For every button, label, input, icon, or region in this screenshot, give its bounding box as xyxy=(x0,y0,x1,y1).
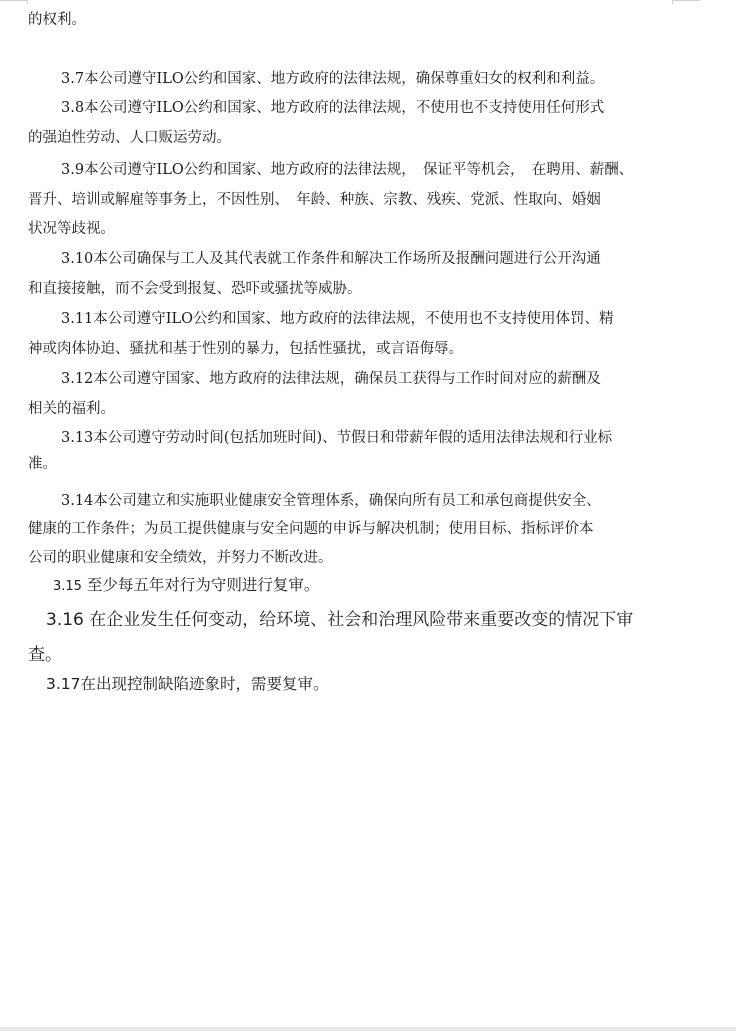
clause-3-16-line-2: 查。 xyxy=(28,645,62,665)
clause-3-9-line-2: 晋升、培训或解雇等事务上，不因性别、 年龄、种族、宗教、残疾、党派、性取向、婚姻 xyxy=(28,192,601,208)
clause-3-15 xyxy=(53,570,693,602)
clause-3-15-text: 至少每五年对行为守则进行复审。 xyxy=(81,576,320,594)
crop-mark-top-left-vertical xyxy=(27,0,28,4)
clause-3-10-line-2: 和直接接触，而不会受到报复、恐吓或骚扰等威胁。 xyxy=(28,281,362,297)
clause-3-8-line-1: 3.8本公司遵守ILO公约和国家、地方政府的法律法规，不使用也不支持使用任何形式 xyxy=(61,100,605,116)
clause-3-15-number: 3.15 xyxy=(53,579,82,594)
clause-3-13-line-2: 准。 xyxy=(28,456,57,472)
clause-3-14-line-3: 公司的职业健康和安全绩效，并努力不断改进。 xyxy=(28,550,333,566)
page-bottom-edge xyxy=(0,1027,736,1031)
clause-3-16-line-1: 3.16 在企业发生任何变动，给环境、社会和治理风险带来重要改变的情况下审 xyxy=(46,610,634,630)
clause-3-17: 3.17在出现控制缺陷迹象时，需要复审。 xyxy=(46,675,329,693)
clause-3-12-line-1: 3.12本公司遵守国家、地方政府的法律法规，确保员工获得与工作时间对应的薪酬及 xyxy=(61,371,601,387)
clause-3-9-line-1: 3.9本公司遵守ILO公约和国家、地方政府的法律法规， 保证平等机会， 在聘用、薪酬、 xyxy=(61,162,634,178)
crop-mark-top-right xyxy=(672,0,700,1)
clause-3-12-line-2: 相关的福利。 xyxy=(28,401,115,417)
clause-3-11-line-1: 3.11本公司遵守ILO公约和国家、地方政府的法律法规，不使用也不支持使用体罚、精 xyxy=(61,311,614,327)
crop-mark-top-right-vertical xyxy=(672,0,673,4)
clause-3-10-line-1: 3.10本公司确保与工人及其代表就工作条件和解决工作场所及报酬问题进行公开沟通 xyxy=(61,251,601,267)
clause-3-11-line-2: 神或肉体协迫、骚扰和基于性别的暴力，包括性骚扰，或言语侮辱。 xyxy=(28,341,463,357)
clause-3-7: 3.7本公司遵守ILO公约和国家、地方政府的法律法规，确保尊重妇女的权利和利益。 xyxy=(61,71,605,87)
clause-3-8-line-2: 的强迫性劳动、人口贩运劳动。 xyxy=(28,130,231,146)
clause-3-13-line-1: 3.13本公司遵守劳动时间(包括加班时间)、节假日和带薪年假的适用法律法规和行业标 xyxy=(61,430,613,446)
clause-3-14-line-1: 3.14本公司建立和实施职业健康安全管理体系，确保向所有员工和承包商提供安全、 xyxy=(61,493,601,509)
clause-3-14-line-2: 健康的工作条件；为员工提供健康与安全问题的申诉与解决机制；使用目标、指标评价本 xyxy=(28,521,594,537)
paragraph-continuation: 的权利。 xyxy=(28,12,86,28)
clause-3-9-line-3: 状况等歧视。 xyxy=(28,221,115,237)
crop-mark-top-left xyxy=(0,0,28,1)
